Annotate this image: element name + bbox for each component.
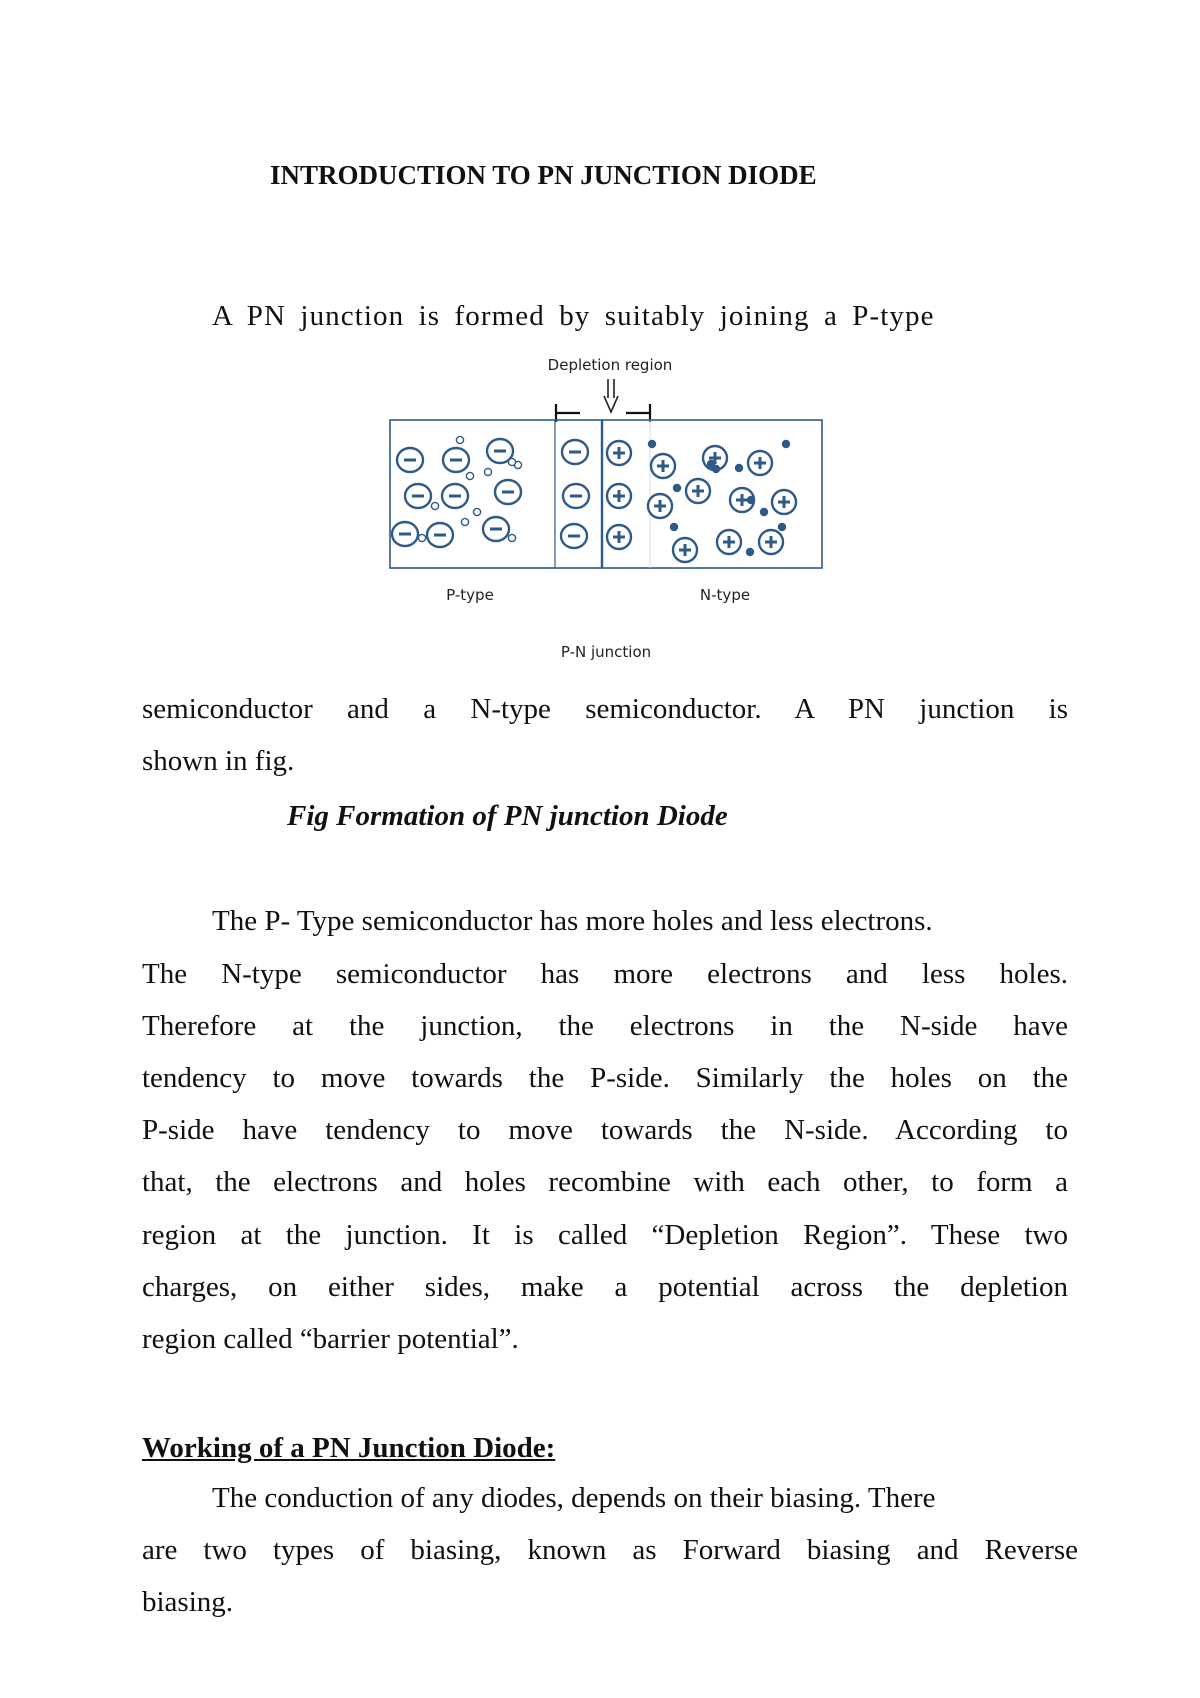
negative-ion [405, 484, 431, 508]
negative-ion [561, 524, 587, 548]
hole [473, 508, 480, 515]
para1-line: that, the electrons and holes recombine with each other, to form a [142, 1166, 1068, 1198]
electron [782, 440, 790, 448]
document-title: INTRODUCTION TO PN JUNCTION DIODE [270, 160, 817, 190]
hole [466, 472, 473, 479]
hole [484, 468, 491, 475]
electron [673, 484, 681, 492]
figure-caption: Fig Formation of PN junction Diode [287, 800, 728, 832]
electron [648, 440, 656, 448]
negative-ion [443, 448, 469, 472]
electron [746, 548, 754, 556]
hole [461, 518, 468, 525]
para1-line: Therefore at the junction, the electrons in the N-side have [142, 1010, 1068, 1042]
electron [747, 496, 755, 504]
positive-ion [748, 451, 772, 475]
para1-line: charges, on either sides, make a potential across the depletion [142, 1271, 1068, 1303]
pn-junction-diagram [380, 352, 840, 692]
intro-continuation-line-1: semiconductor and a N-type semiconductor. A PN junction is [142, 693, 1068, 725]
intro-continuation-line-2: shown in fig. [142, 745, 295, 777]
negative-ion [483, 517, 509, 541]
hole [508, 458, 515, 465]
electron [760, 508, 768, 516]
positive-ions [607, 441, 796, 562]
para1-line: P-side have tendency to move towards the N-side. According to [142, 1114, 1068, 1146]
intro-line: A PN junction is formed by suitably joining a P-type [212, 300, 935, 332]
hole [418, 534, 425, 541]
negative-ion [495, 480, 521, 504]
negative-ion [392, 522, 418, 546]
section-heading: Working of a PN Junction Diode: [142, 1432, 556, 1464]
hole [456, 436, 463, 443]
electron [778, 523, 786, 531]
electron [670, 523, 678, 531]
para1-line: region at the junction. It is called “Depletion Region”. These two [142, 1219, 1068, 1251]
hole [508, 534, 515, 541]
electron [735, 464, 743, 472]
positive-ion [607, 441, 631, 465]
electron [712, 465, 720, 473]
positive-ion [673, 538, 697, 562]
positive-ion [772, 490, 796, 514]
positive-ion [651, 454, 675, 478]
negative-ions [392, 439, 589, 548]
para1-line: The P- Type semiconductor has more holes and less electrons. [212, 905, 933, 937]
positive-ion [648, 494, 672, 518]
hole [431, 502, 438, 509]
pn-junction-label: P-N junction [560, 643, 652, 661]
p-type-label: P-type [446, 586, 494, 604]
para1-line: The N-type semiconductor has more electrons and less holes. [142, 958, 1068, 990]
para2-line: are two types of biasing, known as Forward biasing and Reverse [142, 1534, 1078, 1566]
pn-junction-figure [380, 352, 840, 692]
positive-ion [759, 530, 783, 554]
n-type-label: N-type [699, 586, 751, 604]
positive-ion [607, 525, 631, 549]
negative-ion [397, 448, 423, 472]
para2-line: The conduction of any diodes, depends on their biasing. There [212, 1482, 936, 1514]
positive-ion [607, 484, 631, 508]
negative-ion [442, 484, 468, 508]
down-arrow-icon [604, 379, 618, 412]
depletion-region-label: Depletion region [547, 356, 673, 374]
negative-ion [563, 484, 589, 508]
positive-ion [686, 479, 710, 503]
negative-ion [427, 523, 453, 547]
para1-line: tendency to move towards the P-side. Similarly the holes on the [142, 1062, 1068, 1094]
para1-line: region called “barrier potential”. [142, 1323, 519, 1355]
positive-ion [717, 530, 741, 554]
negative-ion [562, 440, 588, 464]
para2-line: biasing. [142, 1586, 234, 1618]
